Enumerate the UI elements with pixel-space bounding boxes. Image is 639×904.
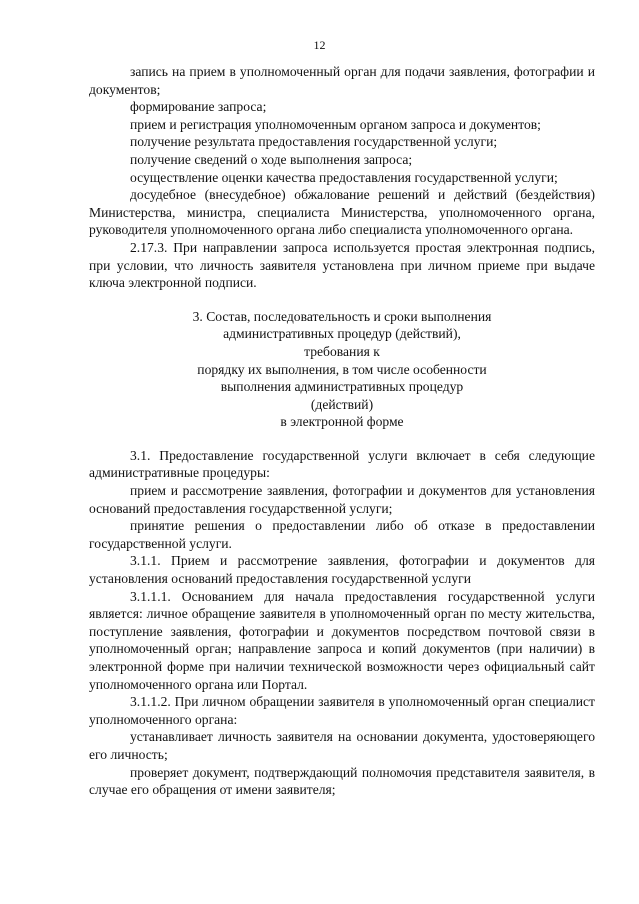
section-heading-line: в электронной форме [280,414,404,430]
section-heading-line: порядку их выполнения, в том числе особенности [197,361,487,377]
paragraph: прием и рассмотрение заявления, фотографии и документов для установления оснований предоставления государственной услуги; [89,483,595,516]
paragraph: досудебное (внесудебное) обжалование решений и действий (бездействия) Министерства, министра, специалиста Министерства, уполномоченного органа, руководителя уполномоченного органа либо специалиста уполномоченного органа. [89,187,595,238]
paragraph: получение сведений о ходе выполнения запроса; [130,151,413,167]
paragraph: устанавливает личность заявителя на основании документа, удостоверяющего его личность; [89,729,595,762]
section-heading-line: административных процедур (действий), требования к [223,326,461,359]
paragraph: 3.1. Предоставление государственной услуги включает в себя следующие административные процедуры: [89,447,595,481]
section-heading-line: 3. Состав, последовательность и сроки выполнения [192,308,492,324]
paragraph: 2.17.3. При направлении запроса используется простая электронная подпись, при условии, что личность заявителя установлена при личном приеме при выдаче ключа электронной подписи. [89,239,595,291]
paragraph: 3.1.1.2. При личном обращении заявителя в уполномоченный орган специалист уполномоченного органа: [89,694,595,727]
page-number: 12 [313,38,326,52]
paragraph: запись на прием в уполномоченный орган для подачи заявления, фотографии и документов; [89,64,595,97]
section-heading-line: выполнения административных процедур (действий) [220,379,464,412]
paragraph: формирование запроса; [130,99,267,115]
paragraph: осуществление оценки качества предоставления государственной услуги; [130,169,558,185]
paragraph: принятие решения о предоставлении либо об отказе в предоставлении государственной услуги. [89,518,595,551]
paragraph: проверяет документ, подтверждающий полномочия представителя заявителя, в случае его обращения от имени заявителя; [89,764,595,798]
paragraph: 3.1.1.1. Основанием для начала предоставления государственной услуги является: личное обращение заявителя в уполномоченный орган по месту жительства, поступление заявления, фотографии и документов посредством почтовой связи в уполномоченный орган; направление запроса и копий документов (при наличии) в электронной форме при наличии технической возможности через официальный сайт уполномоченного органа или Портал. [89,588,595,692]
paragraph: 3.1.1. Прием и рассмотрение заявления, фотографии и документов для установления оснований предоставления государственной услуги [89,553,595,587]
document-body [89,63,595,799]
section-heading [192,308,492,431]
paragraph: получение результата предоставления государственной услуги; [130,134,498,150]
paragraph: прием и регистрация уполномоченным органом запроса и документов; [130,116,541,132]
